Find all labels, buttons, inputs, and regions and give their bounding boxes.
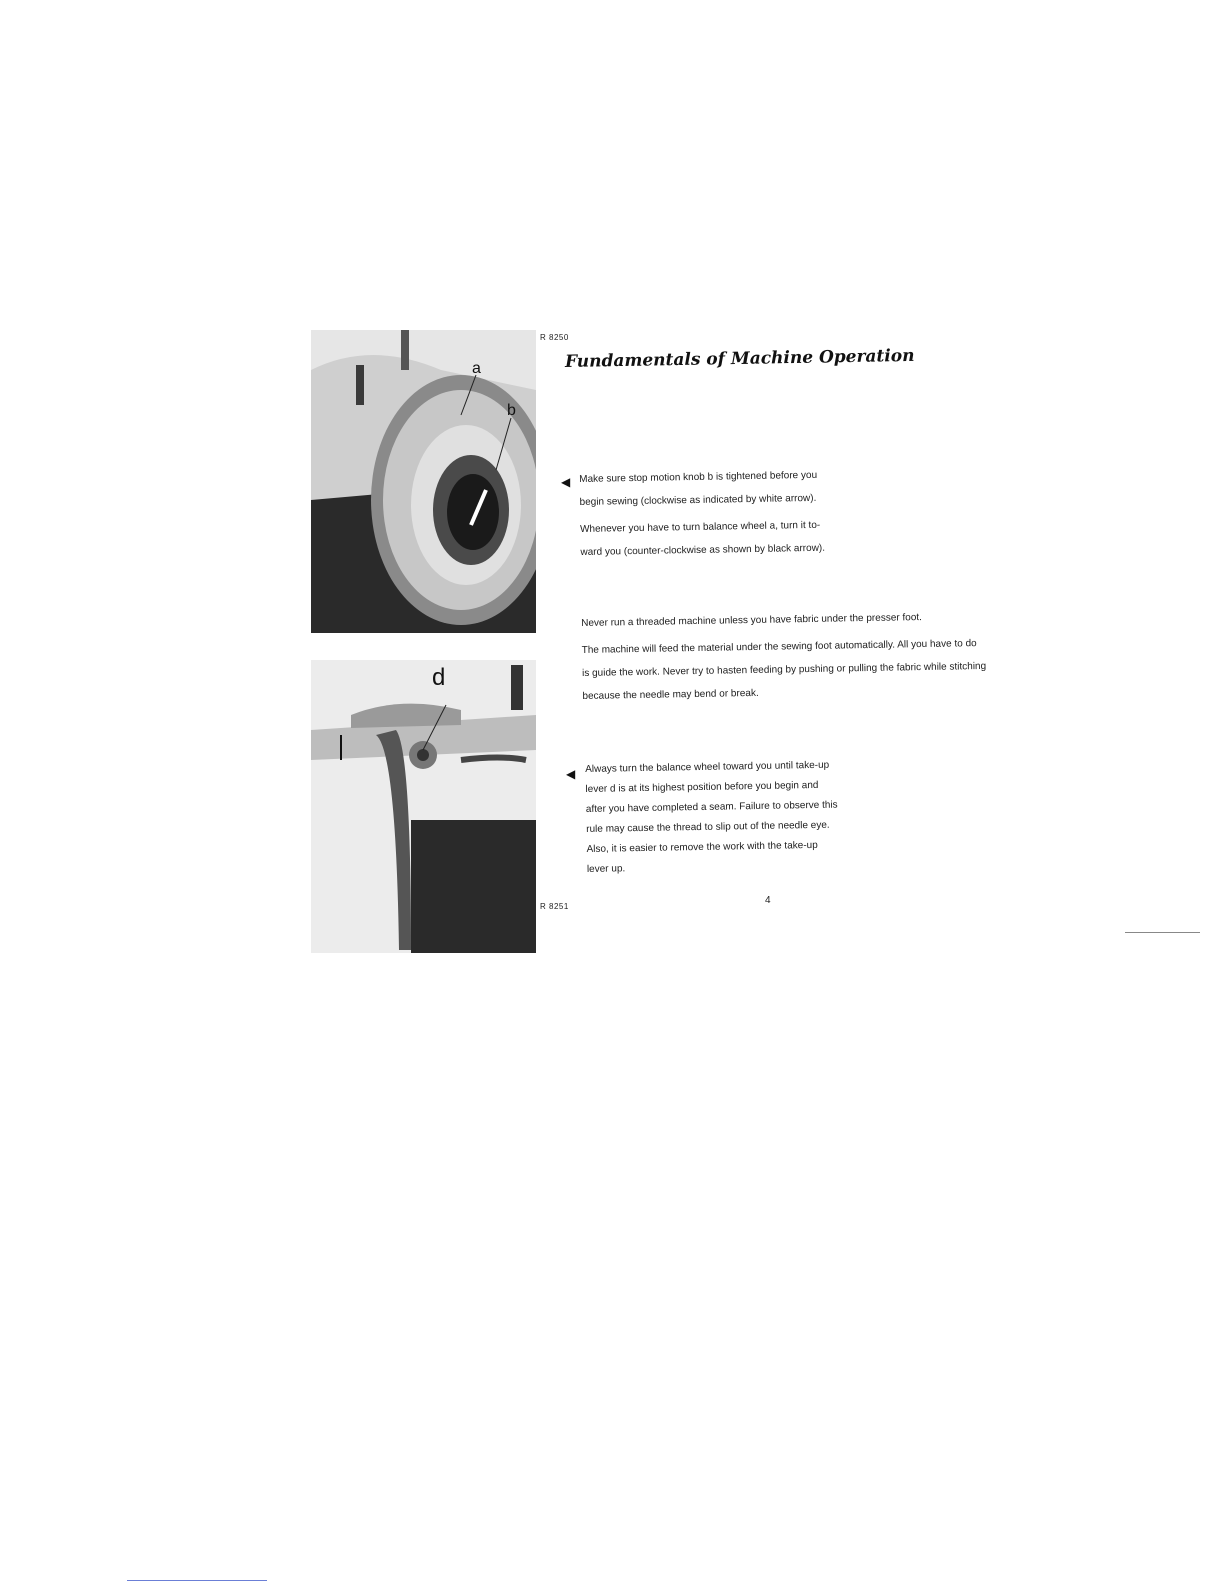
page-number: 4: [765, 895, 771, 906]
pointer-left-icon: ◀: [566, 767, 576, 781]
text-line: begin sewing (clockwise as indicated by white arrow).: [579, 492, 817, 508]
text-line: Make sure stop motion knob b is tightened before you: [579, 469, 818, 485]
section-stop-motion-knob: [579, 464, 825, 564]
text-line: rule may cause the thread to slip out of the needle eye.: [586, 819, 830, 835]
text-line: The machine will feed the material under the sewing foot automatically. All you have to do: [581, 638, 977, 656]
section-fabric-feeding: [581, 605, 987, 708]
label-a: a: [472, 360, 481, 377]
label-d: d: [432, 664, 446, 691]
page-title: Fundamentals of Machine Operation: [564, 345, 915, 372]
text-line: ward you (counter-clockwise as shown by black arrow).: [580, 542, 826, 558]
text-line: lever up.: [586, 863, 626, 875]
text-line: because the needle may bend or break.: [582, 687, 759, 702]
text-line: after you have completed a seam. Failure to observe this: [585, 799, 838, 815]
text-line: Never run a threaded machine unless you have fabric under the presser foot.: [581, 612, 923, 629]
label-b: b: [507, 402, 516, 419]
take-up-lever-photo: [311, 660, 536, 953]
text-line: Whenever you have to turn balance wheel a, turn it to-: [579, 519, 821, 535]
text-line: lever d is at its highest position before you begin and: [585, 779, 819, 795]
text-line: is guide the work. Never try to hasten feeding by pushing or pulling the fabric while stitching: [581, 660, 987, 679]
text-line: Also, it is easier to remove the work with the take-up: [586, 839, 818, 855]
balance-wheel-photo: [311, 330, 536, 633]
figure-code-bottom: R 8251: [540, 902, 569, 911]
link-underline: [127, 1580, 267, 1581]
section-take-up-lever: [585, 756, 839, 880]
pointer-left-icon: ◀: [561, 475, 571, 489]
text-line: Always turn the balance wheel toward you until take-up: [585, 759, 830, 775]
scan-rule: [1125, 932, 1200, 933]
figure-code-top: R 8250: [540, 333, 569, 342]
